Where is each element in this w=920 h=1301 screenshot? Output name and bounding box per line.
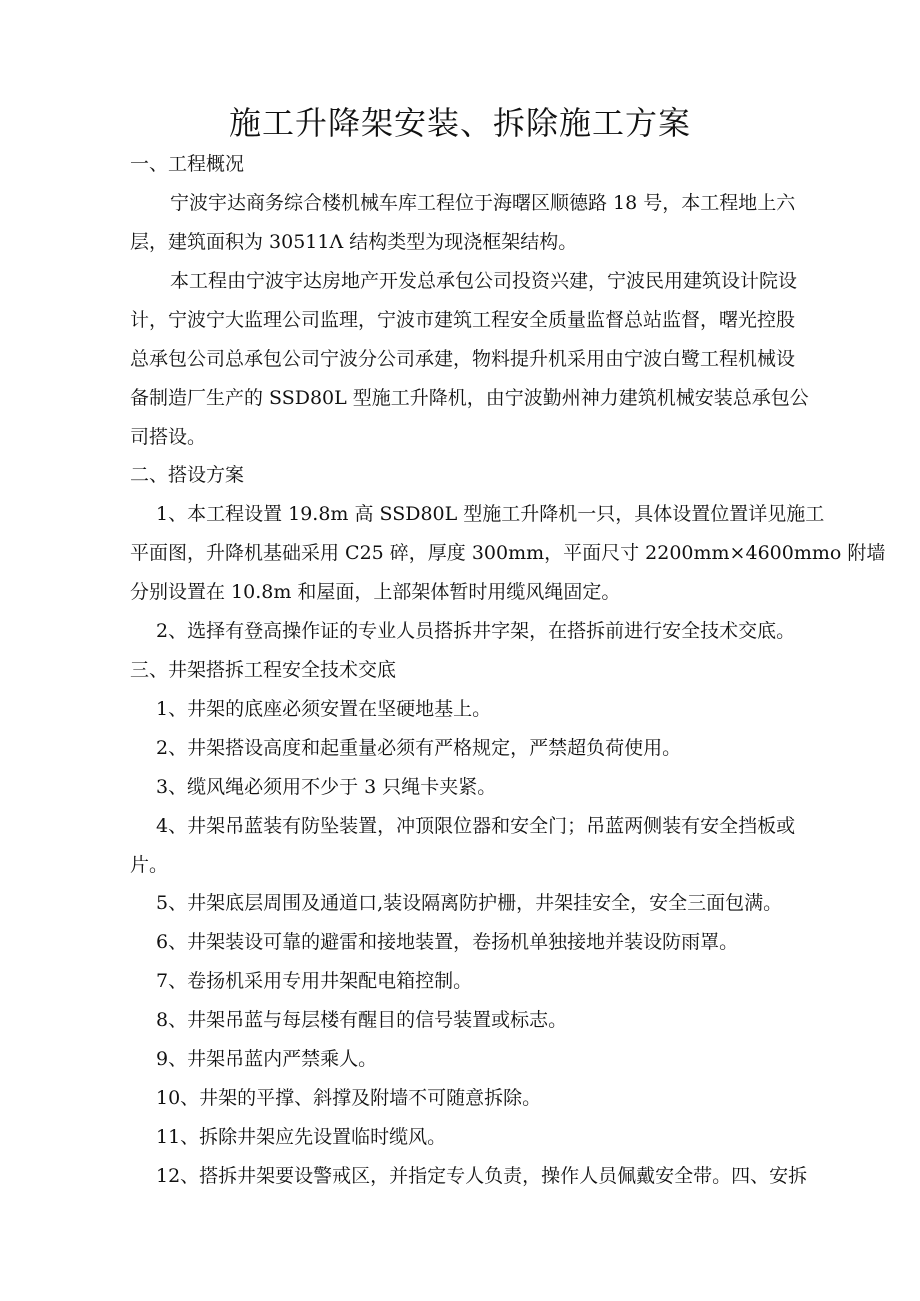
list-item: 6、井架装设可靠的避雷和接地装置，卷扬机单独接地并装设防雨罩。 [156,931,739,953]
list-item: 1、本工程设置 19.8m 高 SSD80L 型施工升降机一只，具体设置位置详见施工 [156,503,825,525]
list-item: 4、井架吊蓝装有防坠装置，冲顶限位器和安全门；吊蓝两侧装有安全挡板或 [156,815,796,837]
paragraph-line: 分别设置在 10.8m 和屋面，上部架体暂时用缆风绳固定。 [130,581,621,603]
list-item: 2、选择有登高操作证的专业人员搭拆井字架，在搭拆前进行安全技术交底。 [156,620,796,642]
paragraph-line: 层，建筑面积为 30511Λ 结构类型为现浇框架结构。 [130,231,578,253]
list-item: 3、缆风绳必须用不少于 3 只绳卡夹紧。 [156,776,497,798]
list-item: 12、搭拆井架要设警戒区，并指定专人负责，操作人员佩戴安全带。四、安拆 [156,1165,808,1187]
paragraph-line: 总承包公司总承包公司宁波分公司承建，物料提升机采用由宁波白鹭工程机械设 [130,348,796,370]
document-title: 施工升降架安装、拆除施工方案 [228,104,691,142]
list-item: 10、井架的平撑、斜撑及附墙不可随意拆除。 [156,1087,542,1109]
section-heading-3: 三、井架搭拆工程安全技术交底 [130,659,397,681]
paragraph-line: 片。 [130,854,169,876]
paragraph-line: 备制造厂生产的 SSD80L 型施工升降机，由宁波勤州神力建筑机械安装总承包公 [130,387,809,409]
list-item: 8、井架吊蓝与每层楼有醒目的信号装置或标志。 [156,1009,568,1031]
section-heading-2: 二、搭设方案 [130,464,245,486]
paragraph-line: 计，宁波宁大监理公司监理，宁波市建筑工程安全质量监督总站监督，曙光控股 [130,309,796,331]
list-item: 11、拆除井架应先设置临时缆风。 [156,1126,447,1148]
paragraph-line: 司搭设。 [130,426,207,448]
paragraph-line: 本工程由宁波宇达房地产开发总承包公司投资兴建，宁波民用建筑设计院设 [170,270,798,292]
list-item: 5、井架底层周围及通道口,装设隔离防护栅，井架挂安全，安全三面包满。 [156,892,783,914]
list-item: 2、井架搭设高度和起重量必须有严格规定，严禁超负荷使用。 [156,737,682,759]
section-heading-1: 一、工程概况 [130,153,245,175]
list-item: 7、卷扬机采用专用井架配电箱控制。 [156,970,473,992]
list-item: 1、井架的底座必须安置在坚硬地基上。 [156,698,492,720]
list-item: 9、井架吊蓝内严禁乘人。 [156,1048,378,1070]
paragraph-line: 平面图，升降机基础采用 C25 碎，厚度 300mm，平面尺寸 2200mm×4600mmo 附墙 [130,542,886,564]
paragraph-line: 宁波宇达商务综合楼机械车库工程位于海曙区顺德路 18 号，本工程地上六 [170,192,796,214]
